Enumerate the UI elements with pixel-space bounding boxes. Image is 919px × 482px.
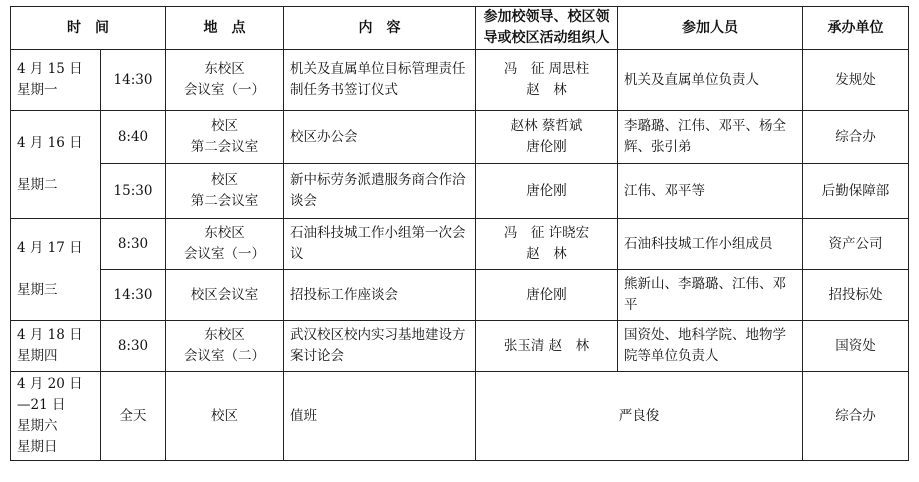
place-cell: 东校区 会议室（一） — [166, 219, 284, 270]
header-time: 时 间 — [11, 7, 166, 50]
place-cell: 校区 — [166, 372, 284, 461]
time-cell: 全天 — [101, 372, 166, 461]
table-row — [11, 321, 909, 372]
participants-cell: 江伟、邓平等 — [618, 164, 803, 219]
leaders-cell: 张玉清 赵 林 — [476, 321, 618, 372]
content-cell: 校区办公会 — [284, 111, 476, 164]
organizer-cell: 综合办 — [803, 372, 909, 461]
place-cell: 东校区 会议室（二） — [166, 321, 284, 372]
content-cell: 石油科技城工作小组第一次会议 — [284, 219, 476, 270]
table-row — [11, 270, 909, 321]
table-row — [11, 372, 909, 461]
participants-cell: 机关及直属单位负责人 — [618, 50, 803, 111]
content-cell: 新中标劳务派遣服务商合作洽谈会 — [284, 164, 476, 219]
schedule-table — [10, 6, 909, 461]
time-cell: 14:30 — [101, 50, 166, 111]
time-cell: 14:30 — [101, 270, 166, 321]
participants-cell: 石油科技城工作小组成员 — [618, 219, 803, 270]
leaders-cell: 唐伦刚 — [476, 270, 618, 321]
place-cell: 校区 第二会议室 — [166, 164, 284, 219]
place-cell: 校区会议室 — [166, 270, 284, 321]
date-cell: 4 月 18 日 星期四 — [11, 321, 101, 372]
organizer-cell: 资产公司 — [803, 219, 909, 270]
content-cell: 值班 — [284, 372, 476, 461]
leaders-cell: 赵林 蔡哲斌 唐伦刚 — [476, 111, 618, 164]
header-leaders: 参加校领导、校区领导或校区活动组织人 — [476, 7, 618, 50]
organizer-cell: 发规处 — [803, 50, 909, 111]
organizer-cell: 国资处 — [803, 321, 909, 372]
table-row — [11, 111, 909, 164]
place-cell: 东校区 会议室（一） — [166, 50, 284, 111]
content-cell: 武汉校区校内实习基地建设方案讨论会 — [284, 321, 476, 372]
header-place: 地 点 — [166, 7, 284, 50]
header-row — [11, 7, 909, 50]
leaders-cell: 冯 征 许晓宏 赵 林 — [476, 219, 618, 270]
header-organizer: 承办单位 — [803, 7, 909, 50]
leaders-cell: 冯 征 周思柱 赵 林 — [476, 50, 618, 111]
participants-cell: 熊新山、李璐璐、江伟、邓平 — [618, 270, 803, 321]
organizer-cell: 招投标处 — [803, 270, 909, 321]
header-participants: 参加人员 — [618, 7, 803, 50]
participants-cell: 国资处、地科学院、地物学院等单位负责人 — [618, 321, 803, 372]
people-merged-cell: 严良俊 — [476, 372, 803, 461]
date-cell: 4 月 16 日 星期二 — [11, 111, 101, 219]
time-cell: 8:30 — [101, 321, 166, 372]
table-row — [11, 164, 909, 219]
date-cell: 4 月 15 日 星期一 — [11, 50, 101, 111]
organizer-cell: 后勤保障部 — [803, 164, 909, 219]
table-row — [11, 50, 909, 111]
time-cell: 8:40 — [101, 111, 166, 164]
table-row — [11, 219, 909, 270]
time-cell: 15:30 — [101, 164, 166, 219]
header-content: 内 容 — [284, 7, 476, 50]
content-cell: 招投标工作座谈会 — [284, 270, 476, 321]
organizer-cell: 综合办 — [803, 111, 909, 164]
date-cell: 4 月 20 日 —21 日 星期六 星期日 — [11, 372, 101, 461]
content-cell: 机关及直属单位目标管理责任制任务书签订仪式 — [284, 50, 476, 111]
time-cell: 8:30 — [101, 219, 166, 270]
participants-cell: 李璐璐、江伟、邓平、杨全辉、张引弟 — [618, 111, 803, 164]
leaders-cell: 唐伦刚 — [476, 164, 618, 219]
date-cell: 4 月 17 日 星期三 — [11, 219, 101, 321]
place-cell: 校区 第二会议室 — [166, 111, 284, 164]
